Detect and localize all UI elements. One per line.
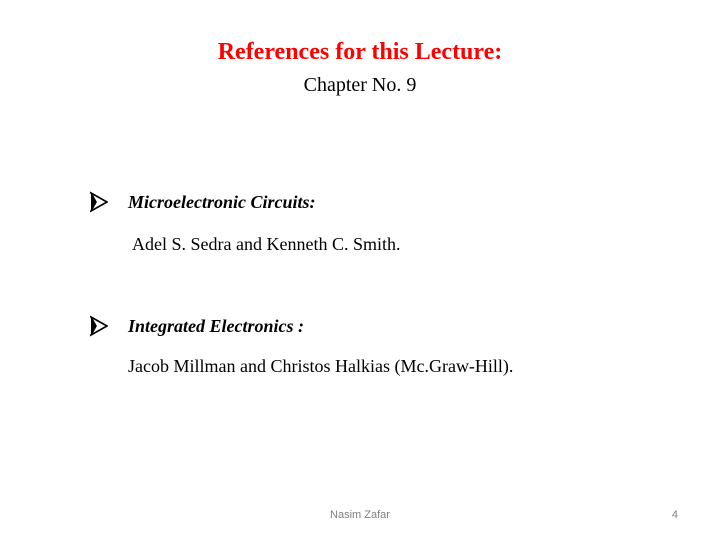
reference-item — [90, 187, 316, 217]
reference-authors: Jacob Millman and Christos Halkias (Mc.Graw-Hill). — [128, 356, 514, 376]
reference-book-title: Microelectronic Circuits: — [128, 192, 316, 212]
footer-author: Nasim Zafar — [330, 509, 390, 521]
reference-book-title: Integrated Electronics : — [128, 316, 304, 336]
reference-item — [90, 311, 304, 341]
page-number: 4 — [671, 509, 678, 521]
slide-title: References for this Lecture: — [217, 39, 503, 65]
reference-authors: Adel S. Sedra and Kenneth C. Smith. — [132, 234, 401, 254]
arrow-bullet-icon — [90, 315, 108, 337]
arrow-bullet-icon — [90, 191, 108, 213]
slide-subtitle: Chapter No. 9 — [303, 74, 417, 96]
